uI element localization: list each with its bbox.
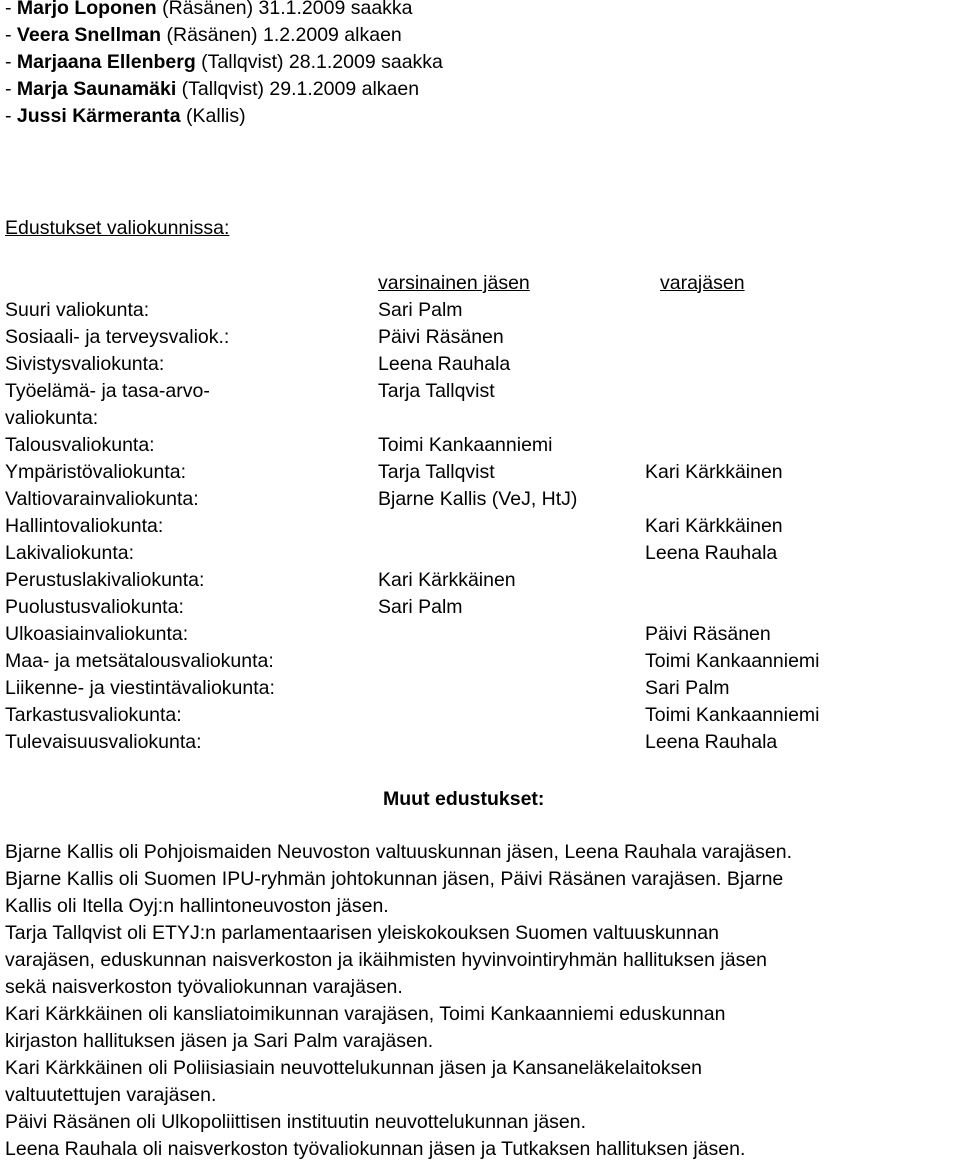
- committee-row: [5, 459, 955, 486]
- committee-name: Lakivaliokunta:: [5, 542, 134, 564]
- member-row: [5, 22, 443, 49]
- committee-name: Perustuslakivaliokunta:: [5, 569, 205, 591]
- member-list: [5, 0, 443, 130]
- other-representations-heading: Muut edustukset:: [383, 788, 545, 810]
- member-detail: (Tallqvist) 29.1.2009 alkaen: [176, 78, 420, 100]
- text-line: kirjaston hallituksen jäsen ja Sari Palm varajäsen.: [5, 1030, 434, 1052]
- regular-member: Sari Palm: [378, 596, 463, 618]
- committee-name: [5, 378, 305, 432]
- text-line: Bjarne Kallis oli Pohjoismaiden Neuvoston valtuuskunnan jäsen, Leena Rauhala varajäsen.: [5, 841, 792, 863]
- text-line: Kari Kärkkäinen oli kansliatoimikunnan varajäsen, Toimi Kankaanniemi eduskunnan: [5, 1003, 726, 1025]
- deputy-member: Toimi Kankaanniemi: [645, 650, 820, 672]
- committee-name: Tulevaisuusvaliokunta:: [5, 731, 202, 753]
- other-representations-text: [5, 839, 957, 1163]
- deputy-member: Sari Palm: [645, 677, 730, 699]
- member-dash: -: [5, 0, 17, 19]
- committee-name-line: Työelämä- ja tasa-arvo-: [5, 380, 210, 402]
- text-line: sekä naisverkoston työvaliokunnan varajäsen.: [5, 976, 403, 998]
- member-row: [5, 0, 443, 22]
- committee-name: Tarkastusvaliokunta:: [5, 704, 182, 726]
- regular-member: Bjarne Kallis (VeJ, HtJ): [378, 488, 578, 510]
- text-line: Päivi Räsänen oli Ulkopoliittisen instituutin neuvottelukunnan jäsen.: [5, 1111, 587, 1133]
- committee-row: [5, 324, 955, 351]
- committee-name: Ulkoasiainvaliokunta:: [5, 623, 189, 645]
- committee-name: Sivistysvaliokunta:: [5, 353, 165, 375]
- deputy-member: Kari Kärkkäinen: [645, 515, 783, 537]
- regular-member: Sari Palm: [378, 299, 463, 321]
- committee-name: Maa- ja metsätalousvaliokunta:: [5, 650, 274, 672]
- deputy-member: Kari Kärkkäinen: [645, 461, 783, 483]
- member-dash: -: [5, 51, 17, 73]
- regular-member: Päivi Räsänen: [378, 326, 504, 348]
- text-line: varajäsen, eduskunnan naisverkoston ja ikäihmisten hyvinvointiryhmän hallituksen jäsen: [5, 949, 768, 971]
- deputy-member: Leena Rauhala: [645, 542, 778, 564]
- member-detail: (Räsänen) 31.1.2009 saakka: [156, 0, 413, 19]
- text-line: Kallis oli Itella Oyj:n hallintoneuvoston jäsen.: [5, 895, 389, 917]
- committees-heading: Edustukset valiokunnissa:: [5, 217, 230, 239]
- deputy-member: Päivi Räsänen: [645, 623, 771, 645]
- member-name: Marjo Loponen: [16, 0, 157, 19]
- text-line: Tarja Tallqvist oli ETYJ:n parlamentaarisen yleiskokouksen Suomen valtuuskunnan: [5, 922, 719, 944]
- member-detail: (Kallis): [180, 105, 246, 127]
- member-name: Marja Saunamäki: [16, 78, 177, 100]
- committee-name: Liikenne- ja viestintävaliokunta:: [5, 677, 275, 699]
- committee-row: [5, 675, 955, 702]
- committee-row: [5, 594, 955, 621]
- regular-member: Tarja Tallqvist: [378, 380, 495, 402]
- committee-name-line: valiokunta:: [5, 407, 99, 429]
- committee-name: Hallintovaliokunta:: [5, 515, 164, 537]
- member-dash: -: [5, 24, 17, 46]
- committee-row: [5, 621, 955, 648]
- regular-member: Kari Kärkkäinen: [378, 569, 516, 591]
- regular-member-column-header: varsinainen jäsen: [378, 272, 530, 294]
- text-line: Bjarne Kallis oli Suomen IPU-ryhmän johtokunnan jäsen, Päivi Räsänen varajäsen. Bjarne: [5, 868, 784, 890]
- committee-row: [5, 297, 955, 324]
- committee-row: [5, 378, 955, 432]
- regular-member: Leena Rauhala: [378, 353, 511, 375]
- committee-name: Valtiovarainvaliokunta:: [5, 488, 199, 510]
- member-dash: -: [5, 78, 17, 100]
- committee-name: Ympäristövaliokunta:: [5, 461, 187, 483]
- member-name: Veera Snellman: [16, 24, 162, 46]
- regular-member: Toimi Kankaanniemi: [378, 434, 553, 456]
- member-row: [5, 49, 443, 76]
- text-line: valtuutettujen varajäsen.: [5, 1084, 217, 1106]
- deputy-member: Toimi Kankaanniemi: [645, 704, 820, 726]
- member-row: [5, 76, 443, 103]
- committee-name: Sosiaali- ja terveysvaliok.:: [5, 326, 230, 348]
- member-row: [5, 103, 443, 130]
- member-detail: (Räsänen) 1.2.2009 alkaen: [161, 24, 402, 46]
- committees-table: [5, 270, 955, 756]
- member-name: Marjaana Ellenberg: [16, 51, 196, 73]
- committee-name: Suuri valiokunta:: [5, 299, 150, 321]
- committee-row: [5, 540, 955, 567]
- regular-member: Tarja Tallqvist: [378, 461, 495, 483]
- deputy-member-column-header: varajäsen: [660, 272, 745, 294]
- committee-row: [5, 648, 955, 675]
- committee-row: [5, 729, 955, 756]
- deputy-member: Leena Rauhala: [645, 731, 778, 753]
- member-name: Jussi Kärmeranta: [16, 105, 181, 127]
- committee-row: [5, 702, 955, 729]
- committee-row: [5, 567, 955, 594]
- committee-row: [5, 486, 955, 513]
- committee-name: Puolustusvaliokunta:: [5, 596, 184, 618]
- member-detail: (Tallqvist) 28.1.2009 saakka: [195, 51, 443, 73]
- member-dash: -: [5, 105, 17, 127]
- text-line: Leena Rauhala oli naisverkoston työvaliokunnan jäsen ja Tutkaksen hallituksen jäsen.: [5, 1138, 746, 1160]
- committee-row: [5, 432, 955, 459]
- text-line: Kari Kärkkäinen oli Poliisiasiain neuvottelukunnan jäsen ja Kansaneläkelaitoksen: [5, 1057, 703, 1079]
- committee-name: Talousvaliokunta:: [5, 434, 155, 456]
- committee-row: [5, 351, 955, 378]
- committee-row: [5, 513, 955, 540]
- committees-header-row: [5, 270, 955, 297]
